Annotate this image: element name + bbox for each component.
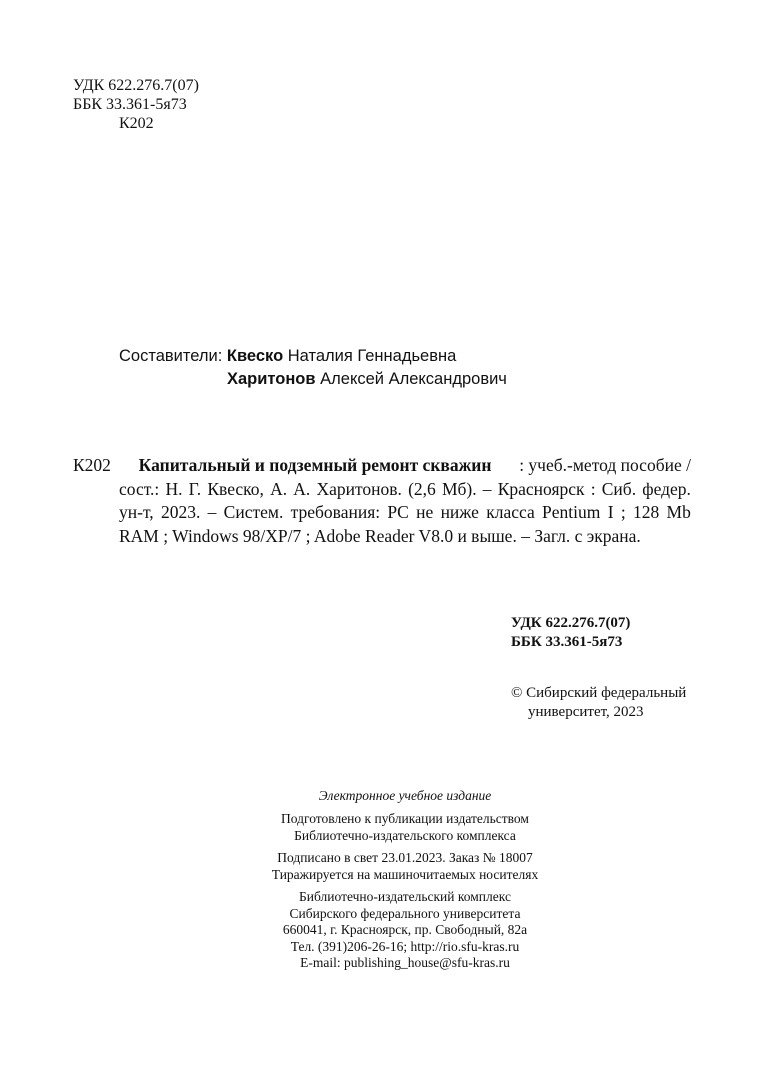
author-mark: К202 (119, 115, 154, 132)
bibliographic-record (73, 454, 691, 548)
publisher-phone: Тел. (391)206-26-16; http://rio.sfu-kras.ru (290, 938, 520, 954)
biblio-line-2-word: Сиб. (601, 478, 637, 499)
biblio-line-3-word: ун-т, (119, 502, 154, 522)
biblio-line-2-word: Красноярск (497, 478, 585, 499)
bbk-code-bottom: ББК 33.361-5я73 (511, 634, 623, 650)
prepared-line-2: Библиотечно-издательского комплекса (294, 827, 516, 843)
biblio-line-3-word: Pentium (542, 502, 601, 522)
biblio-line-2-word: сост.: (119, 478, 160, 499)
compiler-1-surname: Квеско (226, 347, 284, 365)
biblio-line-3-word: требования: (290, 502, 381, 522)
copyright-line-1: © Сибирский федеральный (511, 685, 687, 701)
biblio-line-2-word: : (590, 478, 596, 499)
biblio-line-2 (73, 478, 691, 502)
biblio-line-2-word: А. (270, 478, 288, 499)
biblio-line-1 (73, 454, 691, 478)
signed-line: Подписано в свет 23.01.2023. Заказ № 18007 (277, 850, 533, 865)
compiler-2-name: Алексей Александрович (320, 370, 507, 388)
copyright-notice (511, 684, 686, 722)
biblio-line-2-word: Мб). (441, 478, 477, 499)
biblio-line-2-word: Квеско, (207, 478, 264, 499)
prepared-line-1: Подготовлено к публикации издательством (281, 811, 529, 826)
copyright-line-2: университет, 2023 (528, 704, 644, 720)
biblio-mark: К202 (73, 455, 111, 475)
imprint-signed (200, 850, 610, 883)
publisher-email: E-mail: publishing_house@sfu-kras.ru (300, 955, 510, 970)
biblio-line-2-word: Харитонов. (316, 478, 402, 499)
compilers-block (119, 345, 507, 391)
compiler-row-1 (119, 345, 507, 368)
biblio-line-3-word: 128 (632, 502, 660, 522)
compiler-2-surname: Харитонов (227, 370, 316, 388)
udk-code: УДК 622.276.7(07) (73, 77, 199, 94)
biblio-line-3-word: ; (620, 502, 626, 522)
biblio-line-1-rest: : учеб.-метод пособие / (519, 455, 691, 475)
biblio-line-2-word: А. (293, 478, 311, 499)
biblio-line-3-word: – (207, 502, 217, 522)
edition-type: Электронное учебное издание (318, 788, 492, 803)
biblio-line-2-word: федер. (642, 478, 691, 499)
bottom-classification (511, 614, 630, 652)
biblio-line-2-word: (2,6 (408, 478, 436, 499)
compiler-1-name: Наталия Геннадьевна (287, 347, 457, 365)
top-classification (73, 76, 199, 133)
biblio-line-3-word: не (416, 502, 434, 522)
biblio-line-3 (73, 501, 691, 525)
biblio-line-3-word: PC (387, 502, 409, 522)
book-title: Капитальный и подземный ремонт скважин (138, 455, 492, 475)
publisher-line-2: Сибирского федерального университета (289, 905, 521, 921)
compilers-label: Составители: (119, 347, 223, 365)
biblio-line-3-word: ниже (440, 502, 479, 522)
imprint-edition (200, 788, 610, 805)
imprint-publisher (200, 889, 610, 972)
replicated-line: Тиражируется на машиночитаемых носителях (271, 866, 539, 882)
biblio-line-2-word: Н. (165, 478, 183, 499)
biblio-line-2-word: – (482, 478, 492, 499)
biblio-line-3-word: Mb (666, 502, 691, 522)
publisher-address: 660041, г. Красноярск, пр. Свободный, 82а (282, 922, 528, 937)
biblio-line-3-word: класса (486, 502, 535, 522)
compiler-row-2 (119, 368, 507, 391)
biblio-line-3-word: I (607, 502, 614, 522)
publisher-line-1: Библиотечно-издательский комплекс (299, 889, 511, 904)
imprint-prepared (200, 811, 610, 844)
biblio-line-3-word: 2023. (160, 502, 201, 522)
udk-code-bottom: УДК 622.276.7(07) (511, 615, 631, 631)
biblio-line-4: RAM ; Windows 98/XP/7 ; Adobe Reader V8.0 и выше. – Загл. с экрана. (119, 525, 641, 546)
biblio-line-2-word: Г. (188, 478, 202, 499)
biblio-line-3-word: Систем. (223, 502, 284, 522)
bbk-code: ББК 33.361-5я73 (73, 96, 187, 113)
